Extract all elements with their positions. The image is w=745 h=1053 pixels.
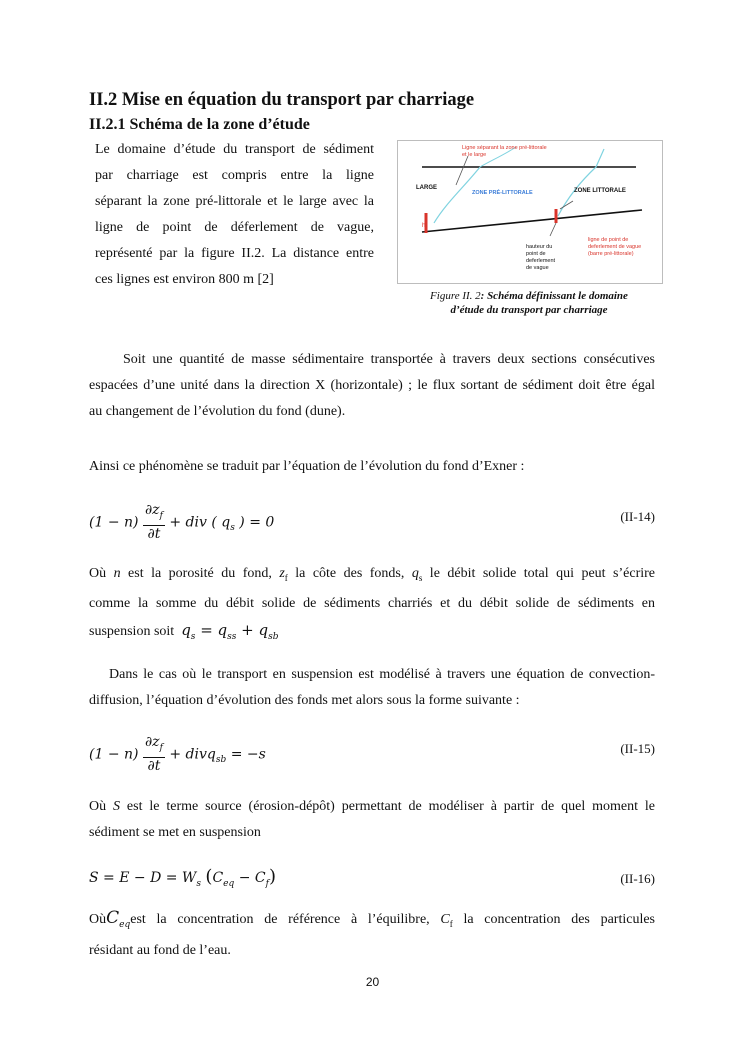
eq14-fraction — [143, 502, 165, 543]
intro-line: représenté par la figure II.2. La distance entre — [95, 246, 374, 261]
label-separator-1: Ligne séparant la zone pré-littorale — [462, 145, 547, 151]
eq15-number: (II-15) — [620, 741, 655, 756]
hauteur-arrow — [550, 223, 556, 236]
intro-line: Le domaine d’étude du transport de sédiment — [95, 142, 374, 157]
page-number: 20 — [365, 975, 380, 989]
intro-line: ligne de point de déferlement de vague, — [95, 220, 374, 235]
eq15-num: ∂z — [144, 734, 160, 750]
label-ligne-point-3: (barre pré-littorale) — [588, 251, 634, 257]
paragraph-5 — [89, 794, 655, 846]
figure-diagram — [398, 141, 662, 283]
para6-line-2: résidant au fond de l’eau. — [89, 942, 231, 958]
label-separator-2: et le large — [462, 152, 487, 158]
eq15-mid: + divq — [169, 746, 216, 763]
para5-line-2: sédiment se met en suspension — [89, 825, 261, 840]
paragraph-4 — [89, 662, 655, 714]
eq15-num-sub: f — [159, 742, 163, 753]
eq15-lhs: (1 − n) — [89, 746, 139, 763]
eq14-rhs: ) = 0 — [239, 514, 275, 531]
section-title: II.2 Mise en équation du transport par charriage — [89, 90, 475, 110]
caption-bold-1: : Schéma définissant le domaine — [480, 290, 628, 302]
eq15-den: ∂t — [147, 757, 161, 774]
label-ligne-point-2: deferlement de vague — [588, 244, 642, 250]
eq16-text: S = E − D = W — [89, 870, 197, 886]
caption-prefix: Figure II. 2 — [430, 290, 481, 302]
caption-bold-2: d’étude du transport par charriage — [450, 304, 608, 316]
equation-ii-14 — [89, 502, 389, 542]
label-zone-litt: ZONE LITTORALE — [574, 188, 626, 194]
eq14-den: ∂t — [147, 525, 161, 542]
label-hauteur-2: point de — [526, 251, 546, 257]
eq16-number: (II-16) — [620, 871, 655, 886]
figure-schema — [397, 140, 663, 284]
label-hauteur-1: hauteur du — [526, 244, 553, 250]
eq14-lhs: (1 − n) — [89, 514, 139, 531]
eq14-num-sub: f — [159, 510, 163, 521]
label-large: LARGE — [416, 185, 437, 191]
paragraph-6 — [89, 905, 655, 964]
figure-caption — [400, 289, 658, 317]
eq14-number: (II-14) — [620, 509, 655, 524]
para1-line: Soit une quantité de masse sédimentaire transportée à travers deux sections consécutives — [123, 352, 655, 367]
paragraph-3 — [89, 561, 655, 650]
intro-line: séparant la zone pré-littorale et le large avec la — [95, 194, 374, 209]
para2-line: Ainsi ce phénomène se traduit par l’équation de l’évolution du fond d’Exner : — [89, 459, 525, 474]
para5-line-1: Où S est le terme source (érosion-dépôt) permettant de modéliser à partir de quel moment le — [89, 799, 655, 814]
equation-ii-16: $S = E - D = W_s$ $(C_{eq} - C_f)$ — [89, 866, 276, 889]
eq15-fraction — [143, 734, 165, 775]
eq15-mid-sub: sb — [215, 755, 227, 766]
para6-line-1: OùC$_{eq}$est la concentration de référence à l’équilibre, $C_f$ la concentration des particules — [89, 908, 655, 930]
intro-line: par charriage est compris entre la ligne — [95, 168, 374, 183]
eq14-mid: + div ( q — [169, 514, 231, 531]
para4-line: diffusion, l’équation d’évolution des fonds met alors sous la forme suivante : — [89, 693, 520, 708]
sea-bottom-line — [422, 210, 642, 232]
para1-line: au changement de l’évolution du fond (dune). — [89, 404, 346, 419]
eq14-mid-sub: s — [230, 523, 235, 534]
eq15-rhs: = −s — [230, 746, 266, 763]
intro-line: ces lignes est environ 800 m [2] — [95, 272, 274, 287]
para3-line-1: Où n est la porosité du fond, $z_f$ la côte des fonds, $q_s$ le débit solide total qui peut s’écrire — [89, 566, 655, 583]
para1-line: espacées d’une unité dans la direction X (horizontale) ; le flux sortant de sédiment doit être égal — [89, 378, 655, 393]
label-hauteur-4: de vague — [526, 265, 549, 271]
para3-line-3: suspension soit $q_s = q_{ss} + q_{sb}$ — [89, 620, 279, 642]
label-ligne-point-1: ligne de point de — [588, 237, 629, 243]
separator-arrow — [456, 156, 468, 185]
paragraph-2 — [89, 454, 655, 480]
intro-paragraph — [95, 137, 374, 293]
eq14-num: ∂z — [144, 502, 160, 518]
label-h: h — [422, 223, 426, 229]
subsection-title: II.2.1 Schéma de la zone d’étude — [89, 116, 310, 133]
para3-line-2: comme la somme du débit solide de sédiments charriés et du débit solide de sédiments en — [89, 595, 655, 611]
paragraph-1 — [89, 347, 655, 425]
label-zone-pre: ZONE PRÉ-LITTORALE — [472, 190, 533, 196]
equation-ii-15 — [89, 734, 389, 774]
para4-line: Dans le cas où le transport en suspension est modélisé à travers une équation de convection- — [109, 667, 655, 682]
label-hauteur-3: deferlement — [526, 258, 556, 264]
qs-equation: $q_s = q_{ss} + q_{sb}$ — [181, 620, 279, 642]
